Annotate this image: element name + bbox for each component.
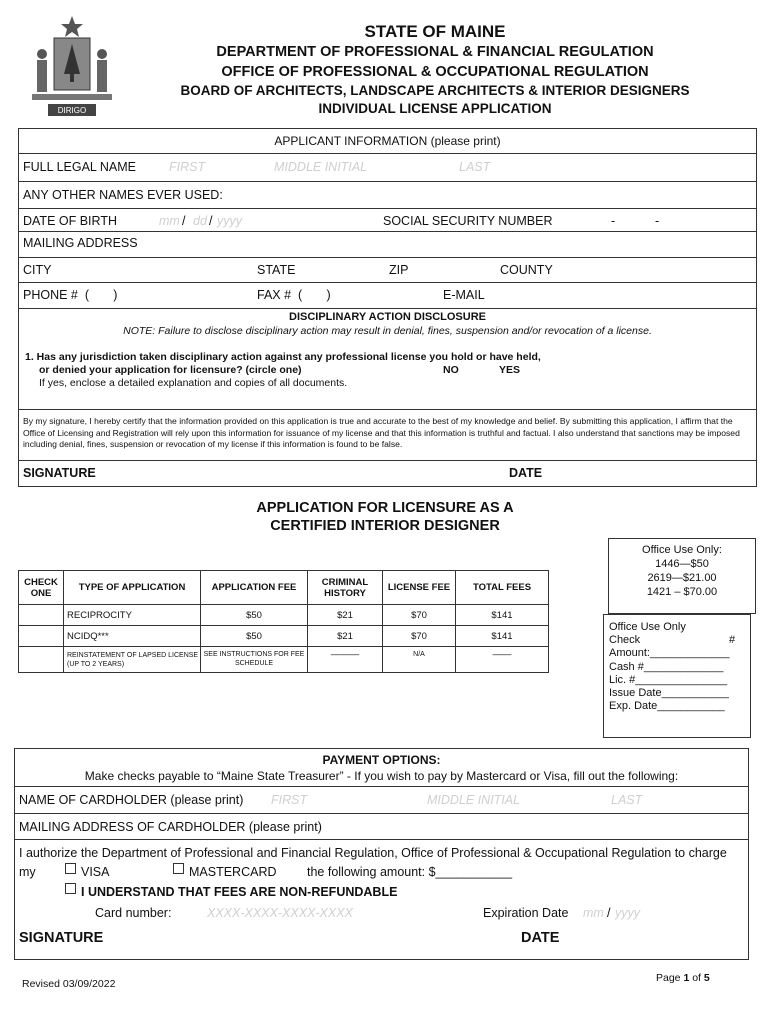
application-fee-cell: $50	[201, 605, 308, 626]
question-1-line-1: 1. Has any jurisdiction taken disciplinary action against any professional license you hold or have held,	[25, 351, 541, 363]
office-lic: Lic. #_______________	[609, 673, 728, 686]
cardholder-middle-field[interactable]: MIDDLE INITIAL	[427, 793, 521, 807]
header-license-fee: LICENSE FEE	[383, 571, 456, 605]
ssn-dash-1: -	[611, 214, 616, 228]
revised-date: Revised 03/09/2022	[22, 978, 116, 990]
header-office: OFFICE OF PROFESSIONAL & OCCUPATIONAL REGULATION	[221, 64, 649, 80]
seal-banner-text: DIRIGO	[57, 106, 87, 115]
mailing-address-label: MAILING ADDRESS	[23, 236, 138, 250]
office-use-fee-codes	[608, 538, 756, 614]
payment-date-label[interactable]: DATE	[521, 930, 560, 946]
table-row	[19, 647, 549, 673]
office-check-label: Check	[609, 634, 641, 647]
header-state: STATE OF MAINE	[364, 22, 506, 41]
page-prefix: Page	[656, 972, 684, 984]
fee-code-1446: 1446—$50	[655, 558, 709, 570]
applicant-info-title: APPLICANT INFORMATION (please print)	[274, 134, 501, 148]
licensure-title-line-2: CERTIFIED INTERIOR DESIGNER	[270, 518, 500, 534]
full-name-label: FULL LEGAL NAME	[23, 160, 137, 174]
total-fee-cell: $141	[456, 605, 549, 626]
office-check-line	[609, 634, 750, 647]
non-refundable-label: I UNDERSTAND THAT FEES ARE NON-REFUNDABLE	[81, 885, 398, 899]
license-fee-cell: $70	[383, 626, 456, 647]
authorization-text: I authorize the Department of Professional and Financial Regulation, Office of Professional & Occupational Regulation to charge	[19, 846, 727, 860]
office-exp-date: Exp. Date___________	[609, 700, 725, 713]
application-fee-cell: $50	[201, 626, 308, 647]
city-label: CITY	[23, 263, 52, 277]
charge-amount-field[interactable]: the following amount: $___________	[307, 865, 513, 879]
mailing-row	[19, 231, 756, 257]
zip-label: ZIP	[389, 263, 409, 277]
office-use-top-title: Office Use Only:	[642, 544, 722, 556]
office-issue-date: Issue Date___________	[609, 687, 729, 700]
office-use-only-box	[603, 614, 751, 738]
header-type: TYPE OF APPLICATION	[64, 571, 201, 605]
state-label: STATE	[257, 263, 296, 277]
cardholder-name-label: NAME OF CARDHOLDER (please print)	[19, 793, 244, 807]
payment-options-section	[14, 748, 749, 960]
check-reciprocity[interactable]	[19, 605, 64, 626]
office-amount: Amount:_____________	[609, 647, 730, 660]
cardholder-row	[15, 786, 748, 813]
disciplinary-title: DISCIPLINARY ACTION DISCLOSURE	[289, 311, 486, 323]
state-seal-image	[24, 14, 120, 122]
page-current: 1	[683, 972, 690, 984]
authorization-block	[15, 839, 748, 959]
disciplinary-section	[19, 308, 756, 409]
page-total: 5	[703, 972, 710, 984]
other-names-row	[19, 181, 756, 208]
answer-no[interactable]: NO	[443, 364, 459, 376]
other-names-label: ANY OTHER NAMES EVER USED:	[23, 188, 223, 202]
criminal-history-cell: $21	[308, 626, 383, 647]
licensure-title-line-1: APPLICATION FOR LICENSURE AS A	[256, 500, 514, 516]
cardholder-last-field[interactable]: LAST	[611, 793, 643, 807]
first-name-field[interactable]: FIRST	[169, 160, 206, 174]
office-check-hash: #	[729, 634, 736, 647]
cardholder-first-field[interactable]: FIRST	[271, 793, 308, 807]
fee-table-header-row	[19, 571, 549, 605]
header-department: DEPARTMENT OF PROFESSIONAL & FINANCIAL REGULATION	[216, 44, 654, 60]
ssn-label: SOCIAL SECURITY NUMBER	[383, 214, 553, 228]
office-cash: Cash #_____________	[609, 660, 724, 673]
middle-initial-field[interactable]: MIDDLE INITIAL	[274, 160, 368, 174]
license-fee-cell: N/A	[383, 647, 456, 673]
payment-title: PAYMENT OPTIONS:	[322, 753, 441, 767]
question-1-line-2: or denied your application for licensure? (circle one)	[39, 364, 302, 376]
applicant-signature-label[interactable]: SIGNATURE	[23, 466, 96, 480]
mastercard-label: MASTERCARD	[189, 865, 277, 879]
license-fee-cell: $70	[383, 605, 456, 626]
table-row	[19, 626, 549, 647]
phone-label: PHONE # ( )	[23, 288, 118, 302]
expiration-date-label: Expiration Date	[483, 906, 569, 920]
expiration-slash: /	[607, 906, 611, 920]
certification-section	[19, 409, 756, 462]
total-fee-cell: ——	[456, 647, 549, 673]
type-cell: NCIDQ***	[64, 626, 201, 647]
page-number	[656, 972, 710, 984]
header-application-fee: APPLICATION FEE	[201, 571, 308, 605]
criminal-history-cell: $21	[308, 605, 383, 626]
last-name-field[interactable]: LAST	[459, 160, 491, 174]
cardholder-mailing-label: MAILING ADDRESS OF CARDHOLDER (please print)	[19, 820, 322, 834]
check-reinstatement[interactable]	[19, 647, 64, 673]
office-use-bottom-title: Office Use Only	[609, 621, 686, 633]
mastercard-checkbox[interactable]	[173, 863, 184, 874]
expiration-year-field[interactable]: yyyy	[615, 906, 640, 920]
dob-label: DATE OF BIRTH	[23, 214, 117, 228]
header-total-fees: TOTAL FEES	[456, 571, 549, 605]
answer-yes[interactable]: YES	[499, 364, 521, 376]
dob-month-field[interactable]: mm	[159, 214, 180, 228]
email-label: E-MAIL	[443, 288, 485, 302]
total-fee-cell: $141	[456, 626, 549, 647]
certification-text: By my signature, I hereby certify that the information provided on this application is true and accurate to the best of my knowledge and belief. By submitting this application, I affirm that the Office of Licensing and Registration will rely upon this information for issuance of my license and that this information is truthful and factual. I also understand that sanctions may be imposed including denial, fines, suspension or revocation of my license if this information is found to be false.	[23, 416, 740, 449]
dob-row	[19, 208, 756, 231]
type-cell: REINSTATEMENT OF LAPSED LICENSE (UP TO 2 YEARS)	[64, 647, 201, 673]
authorization-my: my	[19, 865, 36, 879]
fee-code-1421: 1421 – $70.00	[646, 586, 718, 598]
header-check-one: CHECK ONE	[19, 571, 64, 605]
page-of: of	[689, 972, 704, 984]
expiration-month-field[interactable]: mm	[583, 906, 604, 920]
cardholder-mailing-row	[15, 813, 748, 840]
application-fee-cell: SEE INSTRUCTIONS FOR FEE SCHEDULE	[201, 647, 308, 673]
applicant-information-section	[18, 128, 757, 487]
ssn-dash-2: -	[655, 214, 660, 228]
dob-slash-1: /	[182, 214, 186, 228]
visa-label: VISA	[81, 865, 110, 879]
disciplinary-note: NOTE: Failure to disclose disciplinary action may result in denial, fines, suspension and/or revocation of a license.	[123, 325, 652, 337]
header-board: BOARD OF ARCHITECTS, LANDSCAPE ARCHITECTS & INTERIOR DESIGNERS	[180, 83, 690, 98]
check-ncidq[interactable]	[19, 626, 64, 647]
city-row	[19, 257, 756, 282]
card-number-label: Card number:	[95, 906, 172, 920]
question-1-line-3: If yes, enclose a detailed explanation and copies of all documents.	[39, 377, 348, 389]
full-name-row	[19, 153, 756, 181]
type-cell: RECIPROCITY	[64, 605, 201, 626]
dob-year-field[interactable]: yyyy	[217, 214, 242, 228]
payment-subtitle: Make checks payable to “Maine State Treasurer” - If you wish to pay by Mastercard or Visa, fill out the following:	[84, 769, 679, 783]
payment-signature-label[interactable]: SIGNATURE	[19, 930, 104, 946]
table-row	[19, 605, 549, 626]
applicant-date-label[interactable]: DATE	[509, 466, 543, 480]
card-number-field[interactable]: XXXX-XXXX-XXXX-XXXX	[207, 906, 353, 920]
phone-row	[19, 282, 756, 308]
header-form-title: INDIVIDUAL LICENSE APPLICATION	[318, 101, 552, 116]
non-refundable-checkbox[interactable]	[65, 883, 76, 894]
criminal-history-cell: ———	[308, 647, 383, 673]
dob-day-field[interactable]: dd	[193, 214, 207, 228]
fax-label: FAX # ( )	[257, 288, 331, 302]
county-label: COUNTY	[500, 263, 553, 277]
dob-slash-2: /	[209, 214, 213, 228]
fee-table	[18, 570, 549, 673]
signature-row	[19, 460, 756, 486]
fee-code-2619: 2619—$21.00	[647, 572, 717, 584]
visa-checkbox[interactable]	[65, 863, 76, 874]
header-criminal-history: CRIMINAL HISTORY	[308, 571, 383, 605]
